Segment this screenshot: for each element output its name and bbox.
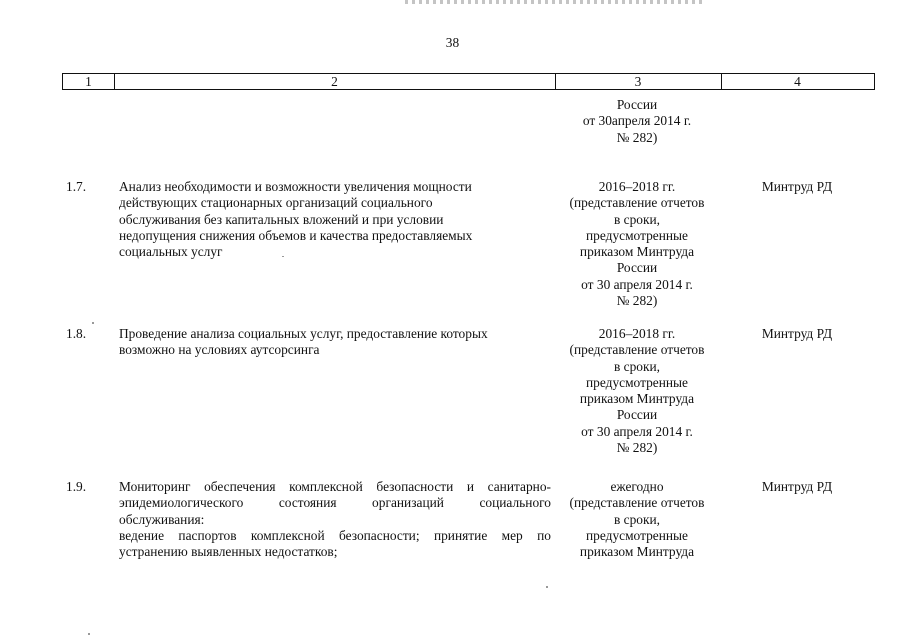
deadline-line: (представление отчетов [569,195,705,211]
description-line: Мониторинг обеспечения комплексной безопасности и санитарно- [119,479,551,494]
deadline-line: в сроки, [613,511,661,527]
description-line: ведение паспортов комплексной безопасности; принятие мер по [119,527,551,543]
scan-speck [88,633,90,635]
description-line: обслуживания: [119,511,205,527]
deadline-line: № 282) [616,440,658,456]
description-line: устранению выявленных недостатков; [119,544,338,560]
table-header [62,73,875,90]
deadline-line: № 282) [616,293,658,309]
deadline-line: приказом Минтруда [579,391,695,407]
scan-speck [546,586,548,588]
deadline-line: России [616,97,658,112]
deadline-line: приказом Минтруда [579,544,695,560]
description-line: обслуживания без капитальных вложений и при условии [119,211,444,227]
deadline-line: от 30 апреля 2014 г. [581,276,693,292]
row-executor: Минтруд РД [761,179,833,194]
header-col-1: 1 [63,74,115,89]
description-line: действующих стационарных организаций социального [119,195,433,211]
deadline-line: России [616,260,658,276]
scan-speck [282,256,284,257]
deadline-line: 2016–2018 гг. [598,326,676,341]
deadline-line: в сроки, [613,358,661,374]
description-line: Анализ необходимости и возможности увеличения мощности [119,179,472,194]
deadline-line: (представление отчетов [569,495,705,511]
header-col-2: 2 [114,74,556,89]
row-description [119,179,551,260]
deadline-line: предусмотренные [586,374,688,390]
scan-speck [92,322,94,324]
description-line: возможно на условиях аутсорсинга [119,342,320,358]
header-col-3: 3 [555,74,722,89]
continuation-deadline [553,97,721,146]
deadline-line: ежегодно [610,479,664,494]
page-number: 38 [445,35,460,50]
row-number: 1.9. [66,479,87,494]
deadline-line: приказом Минтруда [579,244,695,260]
row-description [119,326,551,359]
deadline-line: от 30апреля 2014 г. [582,113,692,129]
row-executor: Минтруд РД [761,479,833,494]
deadline-line: предусмотренные [586,527,688,543]
scan-artifact [405,0,705,4]
row-description [119,479,551,560]
deadline-line: России [616,407,658,423]
deadline-line: 2016–2018 гг. [598,179,676,194]
row-number: 1.8. [66,326,87,341]
deadline-line: от 30 апреля 2014 г. [581,423,693,439]
deadline-line: в сроки, [613,211,661,227]
description-line: Проведение анализа социальных услуг, предоставление которых [119,326,488,341]
deadline-line: предусмотренные [586,227,688,243]
row-deadline [553,479,721,560]
row-number: 1.7. [66,179,87,194]
row-executor: Минтруд РД [761,326,833,341]
deadline-line: № 282) [616,129,658,145]
description-line: социальных услуг [119,244,223,260]
row-deadline [553,326,721,456]
deadline-line: (представление отчетов [569,342,705,358]
header-col-4: 4 [794,74,801,89]
description-line: недопущения снижения объемов и качества предоставляемых [119,227,473,243]
description-line: эпидемиологического состояния организаций социального [119,495,551,511]
row-deadline [553,179,721,309]
